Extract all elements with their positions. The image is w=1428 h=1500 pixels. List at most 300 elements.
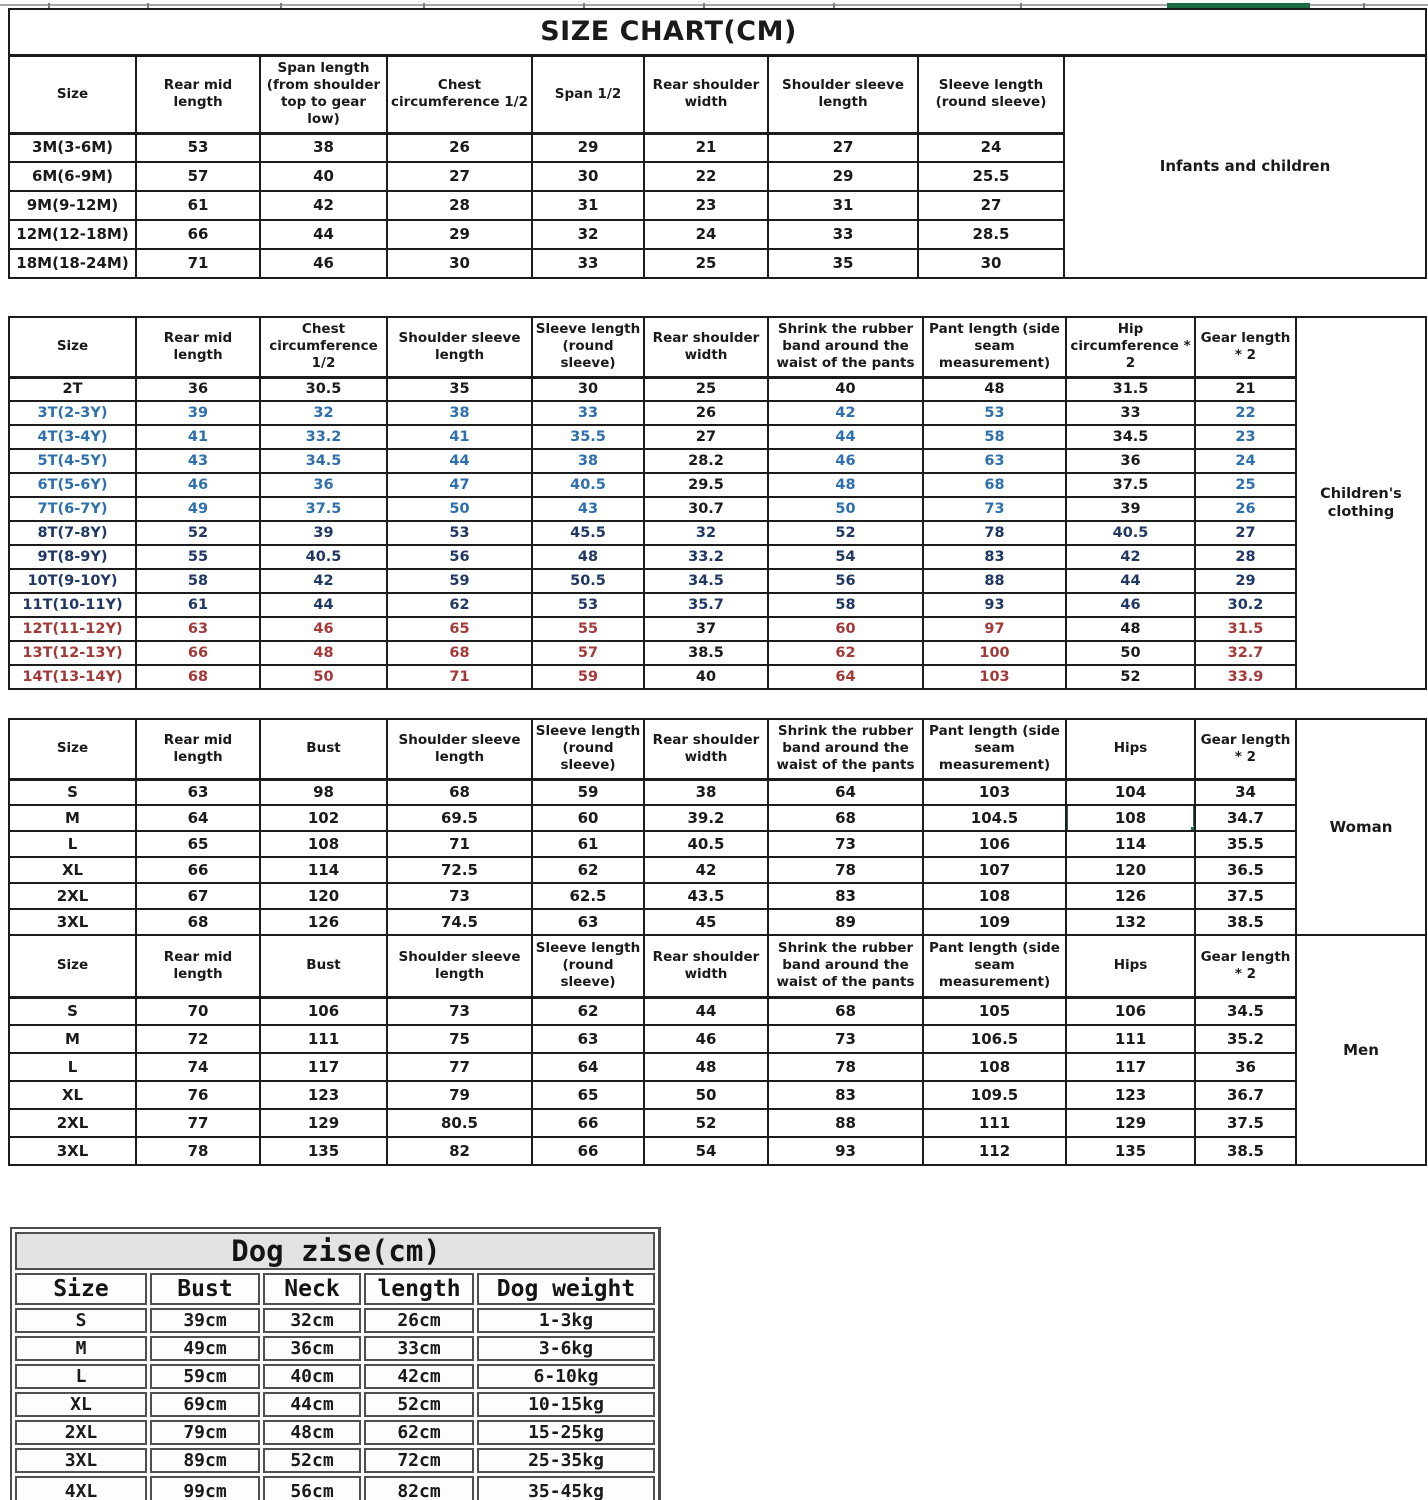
value-cell: 79cm bbox=[150, 1420, 260, 1445]
value-cell: 21 bbox=[644, 133, 768, 162]
size-cell: XL bbox=[9, 857, 136, 883]
value-cell: 34.5 bbox=[1195, 997, 1296, 1025]
value-cell: 40.5 bbox=[260, 545, 387, 569]
value-cell: 32cm bbox=[263, 1308, 361, 1333]
column-header: Pant length (side seam measurement) bbox=[923, 317, 1066, 377]
column-header: Shoulder sleeve length bbox=[768, 55, 918, 133]
value-cell: 30 bbox=[532, 377, 644, 401]
value-cell: 42 bbox=[260, 191, 387, 220]
value-cell: 123 bbox=[1066, 1081, 1195, 1109]
value-cell: 66 bbox=[136, 641, 260, 665]
column-header: Span length (from shoulder top to gear low) bbox=[260, 55, 387, 133]
column-header: Pant length (side seam measurement) bbox=[923, 935, 1066, 997]
children-clothing-size-table bbox=[8, 316, 1427, 690]
column-header: Size bbox=[9, 55, 136, 133]
value-cell: 27 bbox=[1195, 521, 1296, 545]
table-row bbox=[9, 593, 1426, 617]
value-cell: 39 bbox=[260, 521, 387, 545]
value-cell: 48 bbox=[1066, 617, 1195, 641]
value-cell: 38.5 bbox=[1195, 1137, 1296, 1165]
value-cell: 42 bbox=[644, 857, 768, 883]
size-cell: M bbox=[9, 1025, 136, 1053]
size-cell: 3XL bbox=[9, 1137, 136, 1165]
value-cell: 31.5 bbox=[1195, 617, 1296, 641]
value-cell: 66 bbox=[532, 1137, 644, 1165]
value-cell: 38 bbox=[532, 449, 644, 473]
value-cell: 108 bbox=[1066, 805, 1195, 831]
value-cell: 73 bbox=[768, 1025, 923, 1053]
value-cell: 33.9 bbox=[1195, 665, 1296, 689]
value-cell: 89cm bbox=[150, 1448, 260, 1473]
value-cell: 73 bbox=[923, 497, 1066, 521]
value-cell: 46 bbox=[260, 617, 387, 641]
column-header: Shoulder sleeve length bbox=[387, 317, 532, 377]
value-cell: 45.5 bbox=[532, 521, 644, 545]
value-cell: 88 bbox=[923, 569, 1066, 593]
value-cell: 38 bbox=[644, 779, 768, 805]
column-header: length bbox=[364, 1273, 474, 1305]
table-row bbox=[9, 497, 1426, 521]
value-cell: 48 bbox=[768, 473, 923, 497]
value-cell: 40 bbox=[644, 665, 768, 689]
value-cell: 62 bbox=[532, 997, 644, 1025]
value-cell: 48cm bbox=[263, 1420, 361, 1445]
table-row bbox=[9, 665, 1426, 689]
value-cell: 120 bbox=[1066, 857, 1195, 883]
value-cell: 28 bbox=[387, 191, 532, 220]
value-cell: 108 bbox=[260, 831, 387, 857]
value-cell: 80.5 bbox=[387, 1109, 532, 1137]
size-cell: L bbox=[9, 831, 136, 857]
value-cell: 107 bbox=[923, 857, 1066, 883]
value-cell: 44 bbox=[387, 449, 532, 473]
value-cell: 61 bbox=[136, 191, 260, 220]
value-cell: 44cm bbox=[263, 1392, 361, 1417]
value-cell: 58 bbox=[923, 425, 1066, 449]
value-cell: 89 bbox=[768, 909, 923, 935]
table-row bbox=[15, 1392, 655, 1417]
value-cell: 126 bbox=[1066, 883, 1195, 909]
value-cell: 78 bbox=[768, 1053, 923, 1081]
size-cell: 3T(2-3Y) bbox=[9, 401, 136, 425]
value-cell: 1-3kg bbox=[477, 1308, 655, 1333]
group-label: Woman bbox=[1296, 719, 1426, 935]
value-cell: 22 bbox=[644, 162, 768, 191]
column-header: Size bbox=[15, 1273, 147, 1305]
value-cell: 34 bbox=[1195, 779, 1296, 805]
value-cell: 52 bbox=[768, 521, 923, 545]
value-cell: 44 bbox=[644, 997, 768, 1025]
value-cell: 36.7 bbox=[1195, 1081, 1296, 1109]
value-cell: 53 bbox=[923, 401, 1066, 425]
table-row bbox=[9, 545, 1426, 569]
column-header: Gear length * 2 bbox=[1195, 317, 1296, 377]
value-cell: 117 bbox=[1066, 1053, 1195, 1081]
value-cell: 40 bbox=[260, 162, 387, 191]
value-cell: 69.5 bbox=[387, 805, 532, 831]
value-cell: 39 bbox=[1066, 497, 1195, 521]
value-cell: 71 bbox=[387, 831, 532, 857]
value-cell: 52cm bbox=[263, 1448, 361, 1473]
value-cell: 30.7 bbox=[644, 497, 768, 521]
size-cell: 11T(10-11Y) bbox=[9, 593, 136, 617]
value-cell: 34.7 bbox=[1195, 805, 1296, 831]
table-row bbox=[9, 909, 1426, 935]
table-row bbox=[9, 997, 1426, 1025]
value-cell: 109 bbox=[923, 909, 1066, 935]
value-cell: 106 bbox=[1066, 997, 1195, 1025]
value-cell: 106 bbox=[260, 997, 387, 1025]
value-cell: 48 bbox=[260, 641, 387, 665]
column-header: Sleeve length (round sleeve) bbox=[918, 55, 1064, 133]
value-cell: 135 bbox=[1066, 1137, 1195, 1165]
value-cell: 76 bbox=[136, 1081, 260, 1109]
value-cell: 40 bbox=[768, 377, 923, 401]
size-cell: 3XL bbox=[9, 909, 136, 935]
value-cell: 78 bbox=[136, 1137, 260, 1165]
column-header: Bust bbox=[150, 1273, 260, 1305]
value-cell: 26cm bbox=[364, 1308, 474, 1333]
value-cell: 98 bbox=[260, 779, 387, 805]
size-cell: M bbox=[9, 805, 136, 831]
value-cell: 33cm bbox=[364, 1336, 474, 1361]
value-cell: 61 bbox=[532, 831, 644, 857]
value-cell: 36cm bbox=[263, 1336, 361, 1361]
value-cell: 24 bbox=[644, 220, 768, 249]
value-cell: 82 bbox=[387, 1137, 532, 1165]
table-row bbox=[9, 1053, 1426, 1081]
value-cell: 102 bbox=[260, 805, 387, 831]
value-cell: 61 bbox=[136, 593, 260, 617]
value-cell: 43 bbox=[136, 449, 260, 473]
size-cell: 8T(7-8Y) bbox=[9, 521, 136, 545]
value-cell: 48 bbox=[644, 1053, 768, 1081]
size-cell: 12M(12-18M) bbox=[9, 220, 136, 249]
column-header: Rear shoulder width bbox=[644, 317, 768, 377]
value-cell: 34.5 bbox=[644, 569, 768, 593]
column-header: Sleeve length (round sleeve) bbox=[532, 935, 644, 997]
table-row bbox=[15, 1420, 655, 1445]
size-cell: 13T(12-13Y) bbox=[9, 641, 136, 665]
value-cell: 126 bbox=[260, 909, 387, 935]
column-header: Rear shoulder width bbox=[644, 55, 768, 133]
value-cell: 55 bbox=[532, 617, 644, 641]
value-cell: 33.2 bbox=[644, 545, 768, 569]
value-cell: 54 bbox=[768, 545, 923, 569]
size-cell: 14T(13-14Y) bbox=[9, 665, 136, 689]
value-cell: 68 bbox=[387, 779, 532, 805]
value-cell: 38.5 bbox=[644, 641, 768, 665]
value-cell: 103 bbox=[923, 779, 1066, 805]
value-cell: 39 bbox=[136, 401, 260, 425]
value-cell: 25 bbox=[644, 249, 768, 278]
value-cell: 35.5 bbox=[532, 425, 644, 449]
value-cell: 66 bbox=[532, 1109, 644, 1137]
table-row bbox=[15, 1308, 655, 1333]
value-cell: 59 bbox=[532, 779, 644, 805]
value-cell: 66 bbox=[136, 857, 260, 883]
value-cell: 57 bbox=[136, 162, 260, 191]
value-cell: 99cm bbox=[150, 1476, 260, 1500]
value-cell: 65 bbox=[532, 1081, 644, 1109]
value-cell: 50 bbox=[260, 665, 387, 689]
value-cell: 21 bbox=[1195, 377, 1296, 401]
value-cell: 64 bbox=[768, 665, 923, 689]
value-cell: 48 bbox=[923, 377, 1066, 401]
value-cell: 111 bbox=[1066, 1025, 1195, 1053]
value-cell: 46 bbox=[768, 449, 923, 473]
value-cell: 83 bbox=[768, 1081, 923, 1109]
value-cell: 114 bbox=[260, 857, 387, 883]
value-cell: 40.5 bbox=[532, 473, 644, 497]
column-header: Chest circumference 1/2 bbox=[387, 55, 532, 133]
value-cell: 73 bbox=[387, 997, 532, 1025]
value-cell: 71 bbox=[387, 665, 532, 689]
infants-children-size-table bbox=[8, 8, 1427, 279]
value-cell: 31 bbox=[768, 191, 918, 220]
size-cell: S bbox=[9, 997, 136, 1025]
value-cell: 88 bbox=[768, 1109, 923, 1137]
value-cell: 42 bbox=[260, 569, 387, 593]
value-cell: 93 bbox=[768, 1137, 923, 1165]
value-cell: 26 bbox=[644, 401, 768, 425]
value-cell: 62 bbox=[768, 641, 923, 665]
value-cell: 53 bbox=[136, 133, 260, 162]
value-cell: 28.5 bbox=[918, 220, 1064, 249]
column-header: Sleeve length (round sleeve) bbox=[532, 719, 644, 779]
column-header: Bust bbox=[260, 935, 387, 997]
value-cell: 58 bbox=[136, 569, 260, 593]
value-cell: 97 bbox=[923, 617, 1066, 641]
value-cell: 30 bbox=[532, 162, 644, 191]
size-cell: S bbox=[15, 1308, 147, 1333]
value-cell: 72cm bbox=[364, 1448, 474, 1473]
value-cell: 68 bbox=[923, 473, 1066, 497]
value-cell: 32 bbox=[532, 220, 644, 249]
value-cell: 25.5 bbox=[918, 162, 1064, 191]
column-header: Dog weight bbox=[477, 1273, 655, 1305]
value-cell: 44 bbox=[1066, 569, 1195, 593]
value-cell: 44 bbox=[260, 220, 387, 249]
value-cell: 37.5 bbox=[1195, 1109, 1296, 1137]
value-cell: 30 bbox=[918, 249, 1064, 278]
value-cell: 40.5 bbox=[1066, 521, 1195, 545]
column-header: Gear length * 2 bbox=[1195, 935, 1296, 997]
value-cell: 62.5 bbox=[532, 883, 644, 909]
group-label: Children's clothing bbox=[1296, 317, 1426, 689]
table-row bbox=[9, 805, 1426, 831]
value-cell: 55 bbox=[136, 545, 260, 569]
value-cell: 68 bbox=[768, 805, 923, 831]
value-cell: 120 bbox=[260, 883, 387, 909]
value-cell: 52cm bbox=[364, 1392, 474, 1417]
value-cell: 32 bbox=[260, 401, 387, 425]
value-cell: 56 bbox=[768, 569, 923, 593]
table-row bbox=[9, 831, 1426, 857]
column-header: Gear length * 2 bbox=[1195, 719, 1296, 779]
size-cell: 2XL bbox=[9, 883, 136, 909]
value-cell: 36 bbox=[260, 473, 387, 497]
value-cell: 27 bbox=[918, 191, 1064, 220]
value-cell: 40.5 bbox=[644, 831, 768, 857]
size-cell: XL bbox=[15, 1392, 147, 1417]
table-row bbox=[15, 1476, 655, 1500]
table-row bbox=[9, 617, 1426, 641]
value-cell: 111 bbox=[260, 1025, 387, 1053]
column-header: Rear shoulder width bbox=[644, 719, 768, 779]
value-cell: 46 bbox=[1066, 593, 1195, 617]
column-header: Bust bbox=[260, 719, 387, 779]
value-cell: 27 bbox=[387, 162, 532, 191]
table-row bbox=[9, 569, 1426, 593]
value-cell: 52 bbox=[136, 521, 260, 545]
value-cell: 68 bbox=[387, 641, 532, 665]
table-row bbox=[9, 779, 1426, 805]
value-cell: 27 bbox=[644, 425, 768, 449]
value-cell: 60 bbox=[768, 617, 923, 641]
value-cell: 74.5 bbox=[387, 909, 532, 935]
value-cell: 24 bbox=[1195, 449, 1296, 473]
value-cell: 66 bbox=[136, 220, 260, 249]
size-cell: 6T(5-6Y) bbox=[9, 473, 136, 497]
table-row bbox=[9, 1137, 1426, 1165]
value-cell: 42cm bbox=[364, 1364, 474, 1389]
value-cell: 35.7 bbox=[644, 593, 768, 617]
value-cell: 68 bbox=[136, 665, 260, 689]
value-cell: 42 bbox=[1066, 545, 1195, 569]
size-cell: 2XL bbox=[9, 1109, 136, 1137]
value-cell: 43 bbox=[532, 497, 644, 521]
value-cell: 78 bbox=[768, 857, 923, 883]
column-header: Size bbox=[9, 317, 136, 377]
size-cell: 2XL bbox=[15, 1420, 147, 1445]
table-row bbox=[9, 449, 1426, 473]
column-header: Rear mid length bbox=[136, 317, 260, 377]
table-row bbox=[9, 401, 1426, 425]
value-cell: 38 bbox=[260, 133, 387, 162]
column-header: Rear shoulder width bbox=[644, 935, 768, 997]
value-cell: 100 bbox=[923, 641, 1066, 665]
table-row bbox=[9, 857, 1426, 883]
value-cell: 73 bbox=[387, 883, 532, 909]
value-cell: 31.5 bbox=[1066, 377, 1195, 401]
value-cell: 29 bbox=[768, 162, 918, 191]
column-header: Shoulder sleeve length bbox=[387, 935, 532, 997]
value-cell: 39.2 bbox=[644, 805, 768, 831]
value-cell: 117 bbox=[260, 1053, 387, 1081]
cell-selection-handle[interactable] bbox=[1190, 826, 1195, 831]
value-cell: 36 bbox=[1195, 1053, 1296, 1081]
column-header: Sleeve length (round sleeve) bbox=[532, 317, 644, 377]
value-cell: 52 bbox=[644, 1109, 768, 1137]
value-cell: 50 bbox=[1066, 641, 1195, 665]
infants_table-title: SIZE CHART(CM) bbox=[9, 9, 1426, 55]
column-header: Span 1/2 bbox=[532, 55, 644, 133]
value-cell: 70 bbox=[136, 997, 260, 1025]
value-cell: 34.5 bbox=[1066, 425, 1195, 449]
value-cell: 50.5 bbox=[532, 569, 644, 593]
value-cell: 65 bbox=[387, 617, 532, 641]
value-cell: 40cm bbox=[263, 1364, 361, 1389]
column-header: Rear mid length bbox=[136, 55, 260, 133]
value-cell: 22 bbox=[1195, 401, 1296, 425]
table-row bbox=[9, 883, 1426, 909]
value-cell: 75 bbox=[387, 1025, 532, 1053]
value-cell: 43.5 bbox=[644, 883, 768, 909]
value-cell: 29 bbox=[1195, 569, 1296, 593]
value-cell: 26 bbox=[387, 133, 532, 162]
value-cell: 44 bbox=[768, 425, 923, 449]
value-cell: 45 bbox=[644, 909, 768, 935]
column-header: Size bbox=[9, 935, 136, 997]
value-cell: 63 bbox=[923, 449, 1066, 473]
value-cell: 35 bbox=[768, 249, 918, 278]
value-cell: 36 bbox=[1066, 449, 1195, 473]
value-cell: 60 bbox=[532, 805, 644, 831]
value-cell: 77 bbox=[136, 1109, 260, 1137]
value-cell: 52 bbox=[1066, 665, 1195, 689]
value-cell: 53 bbox=[387, 521, 532, 545]
value-cell: 135 bbox=[260, 1137, 387, 1165]
column-header: Chest circumference 1/2 bbox=[260, 317, 387, 377]
value-cell: 109.5 bbox=[923, 1081, 1066, 1109]
value-cell: 15-25kg bbox=[477, 1420, 655, 1445]
value-cell: 23 bbox=[644, 191, 768, 220]
group-label: Men bbox=[1296, 935, 1426, 1165]
value-cell: 59 bbox=[387, 569, 532, 593]
size-cell: L bbox=[9, 1053, 136, 1081]
column-header: Size bbox=[9, 719, 136, 779]
value-cell: 103 bbox=[923, 665, 1066, 689]
value-cell: 54 bbox=[644, 1137, 768, 1165]
value-cell: 42 bbox=[768, 401, 923, 425]
column-header: Shrink the rubber band around the waist of the pants bbox=[768, 719, 923, 779]
size-cell: 4T(3-4Y) bbox=[9, 425, 136, 449]
value-cell: 63 bbox=[532, 909, 644, 935]
value-cell: 46 bbox=[260, 249, 387, 278]
value-cell: 26 bbox=[1195, 497, 1296, 521]
value-cell: 35-45kg bbox=[477, 1476, 655, 1500]
dog-size-table bbox=[10, 1227, 661, 1500]
table-row bbox=[9, 1109, 1426, 1137]
value-cell: 27 bbox=[768, 133, 918, 162]
value-cell: 56cm bbox=[263, 1476, 361, 1500]
value-cell: 105 bbox=[923, 997, 1066, 1025]
size-cell: 9T(8-9Y) bbox=[9, 545, 136, 569]
value-cell: 82cm bbox=[364, 1476, 474, 1500]
size-cell: 2T bbox=[9, 377, 136, 401]
value-cell: 50 bbox=[768, 497, 923, 521]
size-cell: 18M(18-24M) bbox=[9, 249, 136, 278]
value-cell: 28 bbox=[1195, 545, 1296, 569]
value-cell: 33 bbox=[768, 220, 918, 249]
value-cell: 62 bbox=[387, 593, 532, 617]
value-cell: 73 bbox=[768, 831, 923, 857]
woman-size-table bbox=[8, 718, 1427, 936]
value-cell: 68 bbox=[136, 909, 260, 935]
column-header: Pant length (side seam measurement) bbox=[923, 719, 1066, 779]
table-row bbox=[15, 1364, 655, 1389]
value-cell: 10-15kg bbox=[477, 1392, 655, 1417]
value-cell: 35.5 bbox=[1195, 831, 1296, 857]
table-row bbox=[9, 425, 1426, 449]
value-cell: 64 bbox=[532, 1053, 644, 1081]
table-row bbox=[9, 1081, 1426, 1109]
value-cell: 72 bbox=[136, 1025, 260, 1053]
table-row bbox=[9, 1025, 1426, 1053]
dog_table-title: Dog zise(cm) bbox=[15, 1232, 655, 1270]
table-row bbox=[9, 521, 1426, 545]
